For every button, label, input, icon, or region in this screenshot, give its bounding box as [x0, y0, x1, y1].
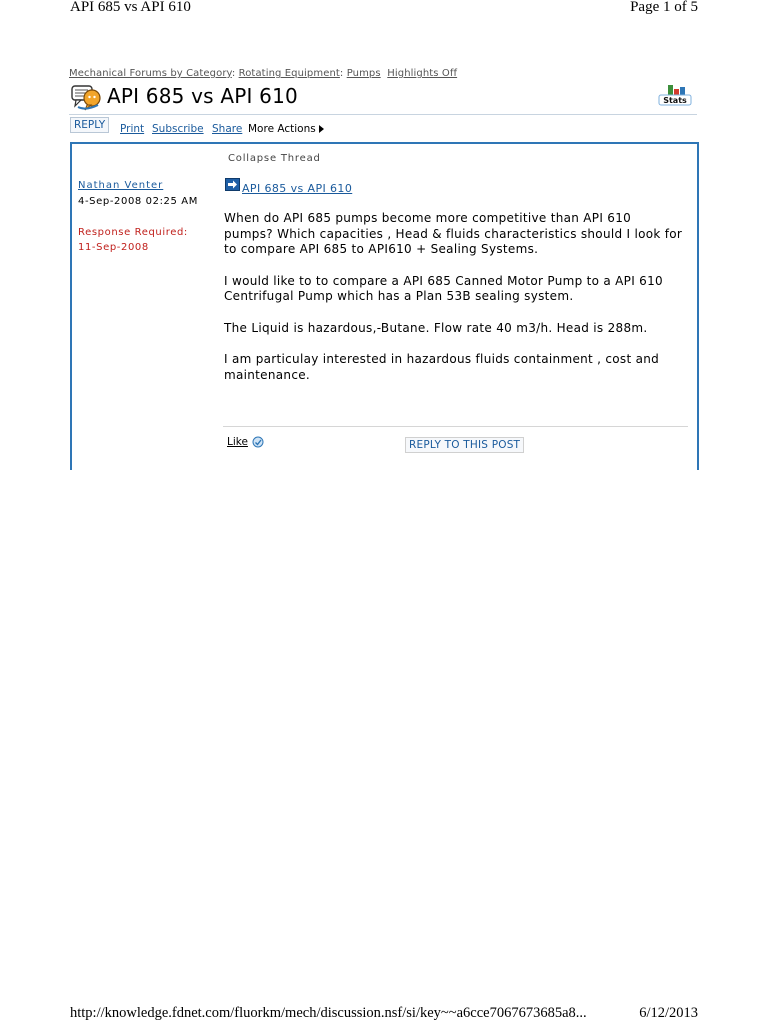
post-paragraph: I would like to to compare a API 685 Canned Motor Pump to a API 610 Centrifugal Pump which has a Plan 53B sealing system.	[224, 273, 663, 303]
highlights-toggle-link[interactable]: Highlights Off	[387, 68, 458, 79]
title-row	[70, 83, 698, 113]
breadcrumb-pumps-link[interactable]: Pumps	[346, 68, 381, 79]
post-body	[224, 211, 684, 399]
print-footer-date: 6/12/2013	[639, 1005, 698, 1021]
breadcrumb-forums-link[interactable]: Mechanical Forums by Category	[69, 68, 232, 79]
breadcrumb-rotating-equipment-link[interactable]: Rotating Equipment	[238, 68, 340, 79]
print-link[interactable]: Print	[120, 123, 145, 135]
forum-chat-icon	[70, 83, 102, 111]
print-page-number: Page 1 of 5	[630, 0, 698, 15]
breadcrumb-separator: :	[231, 68, 236, 79]
like-icon[interactable]	[252, 436, 264, 448]
stats-icon[interactable]	[658, 83, 692, 109]
thread-toolbar	[70, 117, 698, 137]
author-link[interactable]: Nathan Venter	[78, 180, 164, 191]
collapse-thread-label[interactable]: Collapse Thread	[228, 153, 321, 164]
subscribe-link[interactable]: Subscribe	[152, 123, 204, 135]
reply-to-post-button[interactable]: REPLY TO THIS POST	[405, 437, 524, 453]
post-paragraph: When do API 685 pumps become more competitive than API 610 pumps? Which capacities , Head & fluids characteristics should I look for to compare API 685 to API610 + Sealing Systems.	[224, 211, 683, 256]
print-header	[70, 0, 698, 19]
response-required-label: Response Required:	[78, 227, 188, 238]
more-actions-menu[interactable]	[248, 123, 324, 135]
svg-text:Stats: Stats	[663, 96, 687, 105]
breadcrumb	[69, 68, 457, 79]
page-title: API 685 vs API 610	[107, 84, 298, 108]
arrow-right-icon	[225, 178, 240, 191]
breadcrumb-separator: :	[339, 68, 344, 79]
print-footer	[70, 1005, 698, 1025]
like-link[interactable]: Like	[227, 436, 248, 448]
post-paragraph: I am particulay interested in hazardous fluids containment , cost and maintenance.	[224, 352, 660, 382]
title-divider	[69, 114, 697, 115]
more-actions-label: More Actions	[248, 123, 316, 135]
post-paragraph: The Liquid is hazardous,-Butane. Flow rate 40 m3/h. Head is 288m.	[224, 320, 648, 335]
triangle-right-icon	[319, 125, 324, 133]
post-date: 4-Sep-2008 02:25 AM	[78, 196, 198, 207]
response-required-date: 11-Sep-2008	[78, 242, 149, 253]
reply-button[interactable]: REPLY	[70, 117, 109, 133]
post-subject-link[interactable]: API 685 vs API 610	[242, 182, 353, 195]
post-divider	[223, 426, 688, 427]
print-header-title: API 685 vs API 610	[70, 0, 191, 15]
print-footer-url: http://knowledge.fdnet.com/fluorkm/mech/discussion.nsf/si/key~~a6cce7067673685a8...	[70, 1005, 587, 1021]
share-link[interactable]: Share	[212, 123, 243, 135]
